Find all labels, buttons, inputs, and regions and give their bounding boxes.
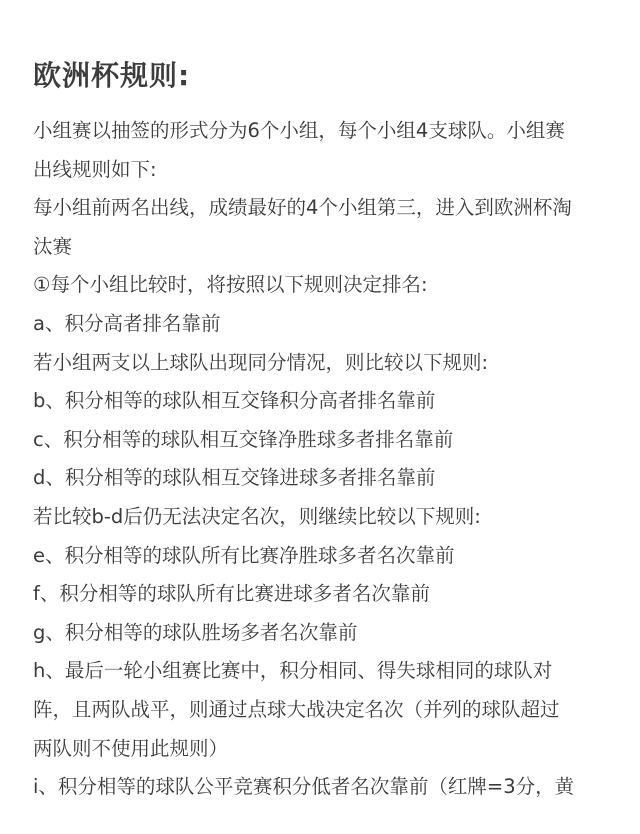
- rule-h-cont: 阵，且两队战平，则通过点球大战决定名次（并列的球队超过: [33, 697, 560, 721]
- text-line: 出线规则如下:: [33, 157, 157, 181]
- rule-f: f、积分相等的球队所有比赛进球多者名次靠前: [33, 582, 430, 606]
- rule-g: g、积分相等的球队胜场多者名次靠前: [33, 620, 358, 644]
- text-line: 若小组两支以上球队出现同分情况，则比较以下规则:: [33, 350, 489, 374]
- rule-a: a、积分高者排名靠前: [33, 311, 221, 335]
- rule-b: b、积分相等的球队相互交锋积分高者排名靠前: [33, 389, 436, 413]
- article-body: [33, 112, 623, 807]
- text-line: 若比较b-d后仍无法决定名次，则继续比较以下规则:: [33, 504, 481, 528]
- text-line: ①每个小组比较时，将按照以下规则决定排名:: [33, 273, 428, 297]
- rule-c: c、积分相等的球队相互交锋净胜球多者排名靠前: [33, 427, 454, 451]
- rule-d: d、积分相等的球队相互交锋进球多者排名靠前: [33, 466, 436, 490]
- text-line: 汰赛: [33, 234, 73, 258]
- text-line: 每小组前两名出线，成绩最好的4个小组第三，进入到欧洲杯淘: [33, 196, 572, 220]
- rule-i: i、积分相等的球队公平竞赛积分低者名次靠前（红牌=3分，黄: [33, 775, 575, 799]
- rule-h: h、最后一轮小组赛比赛中，积分相同、得失球相同的球队对: [33, 659, 553, 683]
- text-line: 小组赛以抽签的形式分为6个小组，每个小组4支球队。小组赛: [33, 119, 565, 142]
- article-title: 欧洲杯规则:: [33, 59, 191, 92]
- rule-h-cont: 两队则不使用此规则）: [33, 736, 229, 760]
- rule-e: e、积分相等的球队所有比赛净胜球多者名次靠前: [33, 543, 455, 567]
